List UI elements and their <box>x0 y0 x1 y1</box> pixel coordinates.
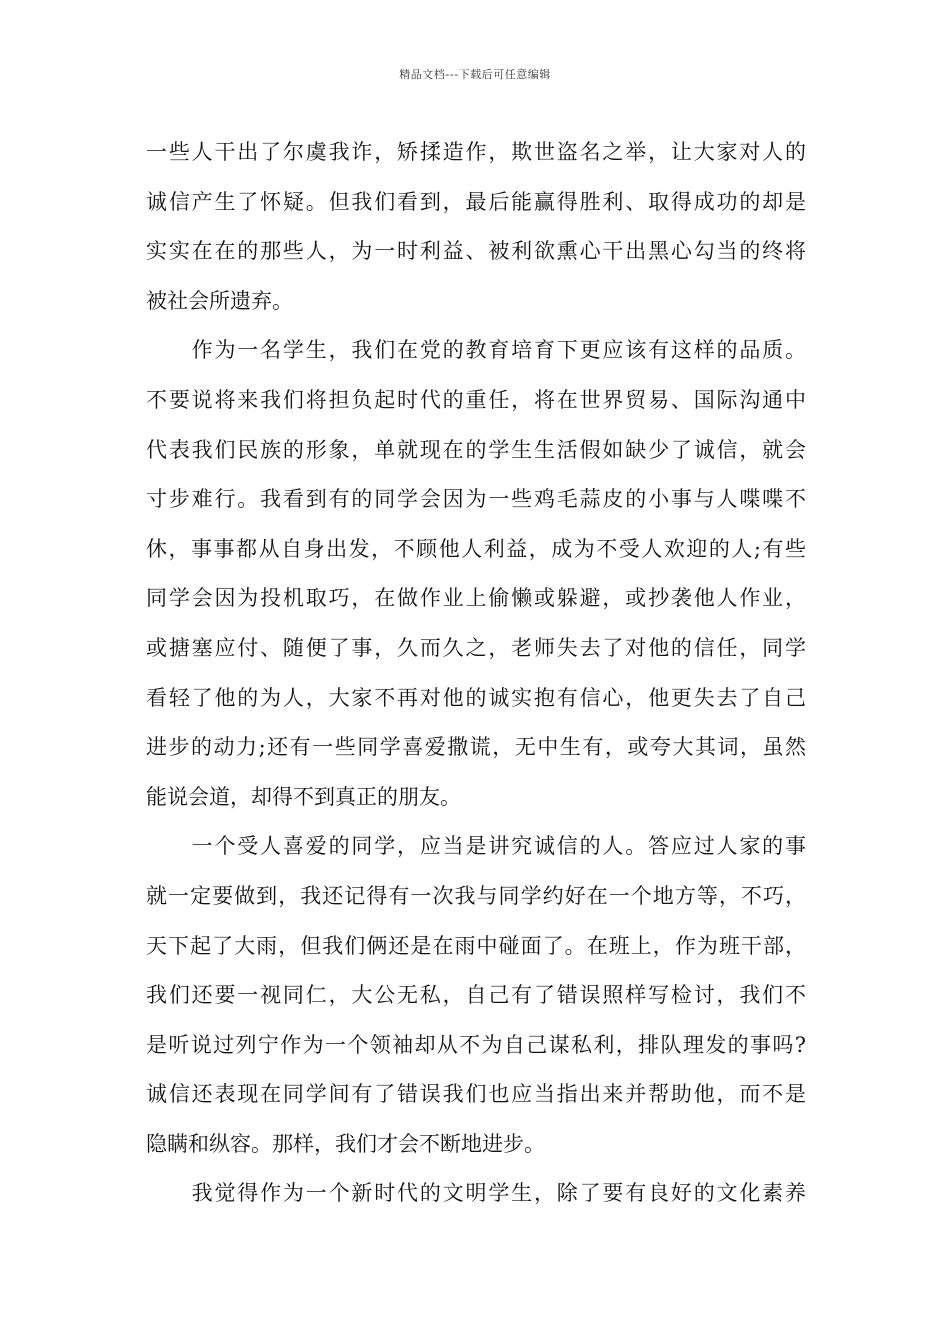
text-line: 作为一名学生，我们在党的教育培育下更应该有这样的品质。 <box>146 338 806 363</box>
text-line: 寸步难行。我看到有的同学会因为一些鸡毛蒜皮的小事与人喋喋不 <box>146 487 806 512</box>
text-line: 一些人干出了尔虞我诈，矫揉造作，欺世盗名之举，让大家对人的 <box>146 140 806 164</box>
text-line: 一个受人喜爱的同学，应当是讲究诚信的人。答应过人家的事 <box>146 834 806 859</box>
text-line: 不要说将来我们将担负起时代的重任，将在世界贸易、国际沟通中 <box>146 387 806 412</box>
text-line: 诚信产生了怀疑。但我们看到，最后能赢得胜利、取得成功的却是 <box>146 189 806 214</box>
page-header: 精品文档---下载后可任意编辑 <box>399 68 551 81</box>
text-line: 我觉得作为一个新时代的文明学生，除了要有良好的文化素养 <box>146 1181 806 1206</box>
text-line: 天下起了大雨，但我们俩还是在雨中碰面了。在班上，作为班干部， <box>146 933 806 958</box>
text-line: 进步的动力;还有一些同学喜爱撒谎，无中生有，或夸大其词，虽然 <box>146 735 806 760</box>
document-body <box>146 128 806 1219</box>
text-line: 或搪塞应付、随便了事，久而久之，老师失去了对他的信任，同学 <box>146 635 806 660</box>
text-line: 被社会所遗弃。 <box>146 288 293 313</box>
text-line: 同学会因为投机取巧，在做作业上偷懒或躲避，或抄袭他人作业， <box>146 586 806 611</box>
text-line: 实实在在的那些人，为一时利益、被利欲熏心干出黑心勾当的终将 <box>146 239 806 264</box>
text-line: 是听说过列宁作为一个领袖却从不为自己谋私利，排队理发的事吗? <box>146 1032 806 1057</box>
text-line: 代表我们民族的形象，单就现在的学生生活假如缺少了诚信，就会 <box>146 437 806 462</box>
text-line: 能说会道，却得不到真正的朋友。 <box>146 784 461 809</box>
text-line: 就一定要做到，我还记得有一次我与同学约好在一个地方等，不巧， <box>146 883 806 908</box>
text-line: 看轻了他的为人，大家不再对他的诚实抱有信心，他更失去了自己 <box>146 685 806 710</box>
text-line: 诚信还表现在同学间有了错误我们也应当指出来并帮助他，而不是 <box>146 1082 806 1107</box>
text-line: 隐瞒和纵容。那样，我们才会不断地进步。 <box>146 1131 545 1156</box>
text-line: 我们还要一视同仁，大公无私，自己有了错误照样写检讨，我们不 <box>146 983 806 1008</box>
text-line: 休，事事都从自身出发，不顾他人利益，成为不受人欢迎的人;有些 <box>146 536 806 561</box>
